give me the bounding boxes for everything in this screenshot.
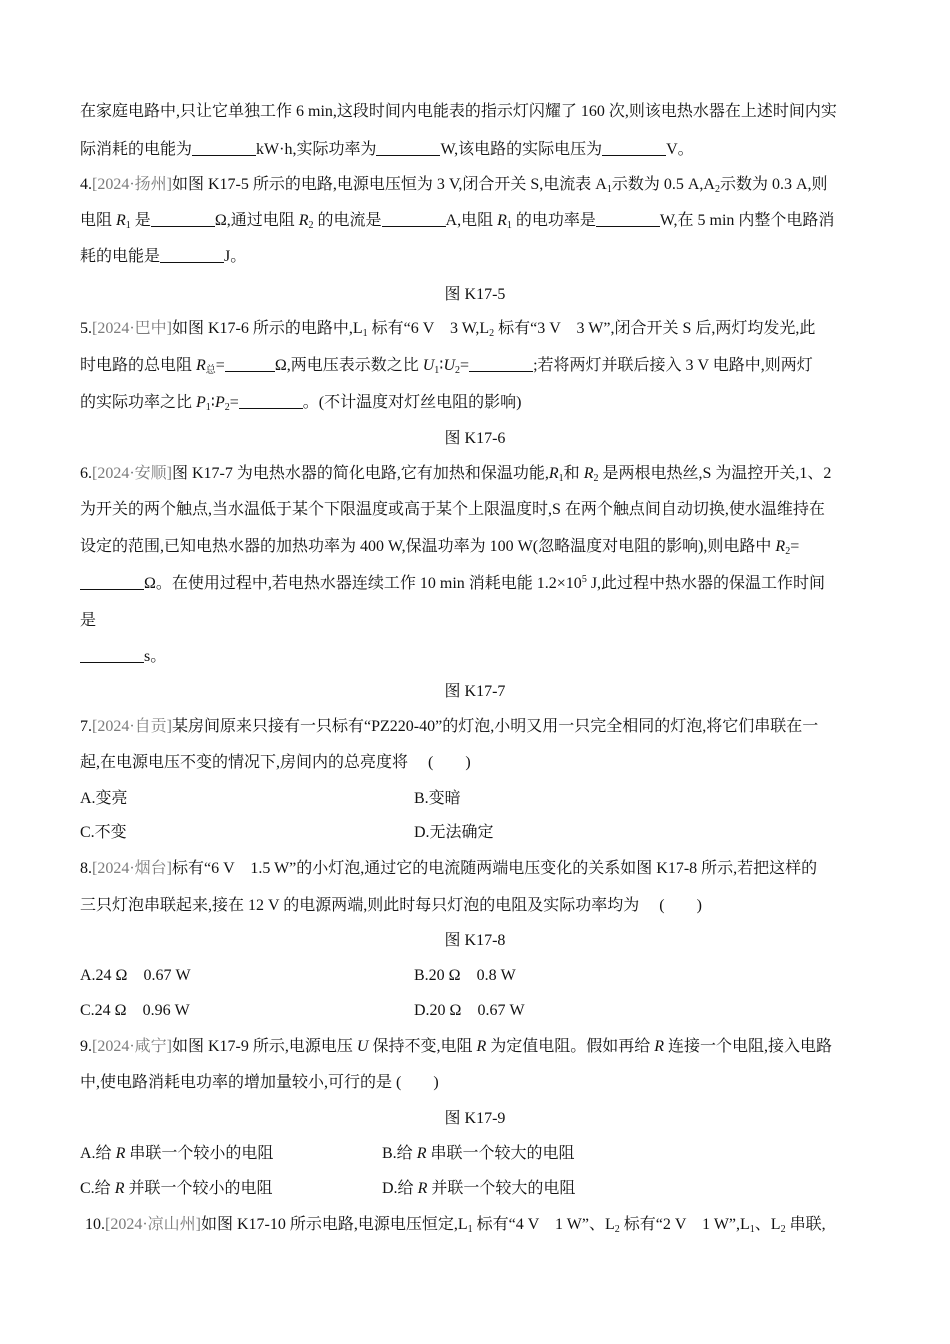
figure-caption-k17-9: 图 K17-9: [444, 1110, 506, 1127]
q5-line-3: 的实际功率之比 $P_1∶P_2=$ 。(不计温度对灯丝电阻的影响): [80, 394, 522, 413]
q4-line-1: 4.[2024·扬州]如图 K17-5 所示的电路,电源电压恒为 3 V,闭合开关 S,电流表 $A_1$示数为 0.5 $A,A_2$示数为 0.3 A,则: [80, 176, 828, 195]
answer-blank: [469, 357, 533, 372]
q3-line-1: 在家庭电路中,只让它单独工作 6 min,这段时间内电能表的指示灯闪耀了 160 次,则该电热水器在上述时间内实: [80, 103, 837, 120]
question-source: [2024·扬州]: [92, 176, 172, 193]
q9-line-2: 中,使电路消耗电功率的增加量较小,可行的是 ( ): [80, 1074, 439, 1091]
answer-blank: [596, 212, 660, 227]
q7-option-a: A.变亮: [80, 790, 128, 807]
q8-option-c: C.24 Ω 0.96 W: [80, 1002, 190, 1019]
q9-line-1: 9.[2024·咸宁]如图 K17-9 所示,电源电压 U 保持不变,电阻 R 为定值电阻。假如再给 R 连接一个电阻,接入电路: [80, 1038, 833, 1055]
question-source: [2024·咸宁]: [92, 1038, 172, 1055]
q5-line-1: 5.[2024·巴中]如图 K17-6 所示的电路中$,L_1$ 标有“6 V 3 $W,L_2$ 标有“3 V 3 W”,闭合开关 S 后,两灯均发光,此: [80, 320, 816, 339]
answer-blank: [376, 141, 440, 156]
q8-option-b: B.20 Ω 0.8 W: [414, 967, 516, 984]
answer-blank: [192, 141, 256, 156]
q7-line-2: 起,在电源电压不变的情况下,房间内的总亮度将 ( ): [80, 754, 471, 771]
q6-line-3: 设定的范围,已知电热水器的加热功率为 400 W,保温功率为 100 W(忽略温度对电阻的影响),则电路中 $R_2=$: [80, 538, 800, 557]
figure-caption-k17-7: 图 K17-7: [444, 683, 506, 700]
answer-blank: [151, 212, 215, 227]
question-source: [2024·烟台]: [92, 860, 172, 877]
q3-line-2: 际消耗的电能为 kW·h,实际功率为 W,该电路的实际电压为 V。: [80, 141, 694, 158]
q6-line-6: s。: [80, 646, 880, 668]
q6-line-4: Ω。在使用过程中,若电热水器连续工作 10 min 消耗电能 $1.2\times 10^5$ J,此过程中热水器的保温工作时间: [80, 573, 880, 595]
q6-line-1: 6.[2024·安顺]图 K17-7 为电热水器的简化电路,它有加热和保温功能$,R_1$和 $R_2$ 是两根电热丝,S 为温控开关,1、2: [80, 465, 832, 484]
q5-line-2: 时电路的总电阻 $R_总= \Omega$,两电压表示数之比 $U_1∶U_2=$ ;若将两灯并联后接入 3 V 电路中,则两灯: [80, 357, 813, 376]
figure-caption-k17-8: 图 K17-8: [444, 932, 506, 949]
q9-option-b: B.给 R 串联一个较大的电阻: [382, 1145, 575, 1162]
q4-line-3: 耗的电能是 J。: [80, 248, 247, 265]
q7-line-1: 7.[2024·自贡]某房间原来只接有一只标有“PZ220-40”的灯泡,小明又用一只完全相同的灯泡,将它们串联在一: [80, 718, 819, 735]
question-source: [2024·自贡]: [92, 718, 172, 735]
q6-line-2: 为开关的两个触点,当水温低于某个下限温度或高于某个上限温度时,S 在两个触点间自动切换,使水温维持在: [80, 501, 825, 518]
q6-line-5: 是: [80, 612, 97, 629]
answer-blank: [382, 212, 446, 227]
answer-blank: [602, 141, 666, 156]
q9-option-a: A.给 R 串联一个较小的电阻: [80, 1145, 274, 1162]
question-source: [2024·安顺]: [92, 465, 172, 482]
q7-option-d: D.无法确定: [414, 824, 494, 841]
answer-blank: [239, 394, 303, 409]
answer-blank: [160, 248, 224, 263]
q9-option-c: C.给 R 并联一个较小的电阻: [80, 1180, 273, 1197]
q4-line-2: 电阻 $R_1$ 是 Ω,通过电阻 $R_2$ 的电流是 A,电阻 $R_1$ 的电功率是 W,在 5 min 内整个电路消: [80, 212, 835, 231]
q8-option-a: A.24 Ω 0.67 W: [80, 967, 191, 984]
answer-blank: [80, 575, 144, 590]
figure-caption-k17-5: 图 K17-5: [444, 286, 506, 303]
q8-option-d: D.20 Ω 0.67 W: [414, 1002, 525, 1019]
question-source: [2024·凉山州]: [105, 1216, 201, 1233]
q7-option-b: B.变暗: [414, 790, 461, 807]
q10-line-1: 10.[2024·凉山州]如图 K17-10 所示电路,电源电压恒定$,L_1$ 标有“4 V 1 W”、$L_2$ 标有“2 V 1 $W”,L_1$、$L_2$ 串联,: [85, 1216, 826, 1235]
q8-line-1: 8.[2024·烟台]标有“6 V 1.5 W”的小灯泡,通过它的电流随两端电压变化的关系如图 K17-8 所示,若把这样的: [80, 860, 818, 877]
q8-line-2: 三只灯泡串联起来,接在 12 V 的电源两端,则此时每只灯泡的电阻及实际功率均为 ( ): [80, 897, 702, 914]
q9-option-d: D.给 R 并联一个较大的电阻: [382, 1180, 576, 1197]
figure-caption-k17-6: 图 K17-6: [444, 430, 506, 447]
answer-blank: [80, 648, 144, 663]
answer-blank: [225, 357, 275, 372]
q7-option-c: C.不变: [80, 824, 127, 841]
question-source: [2024·巴中]: [92, 320, 172, 337]
